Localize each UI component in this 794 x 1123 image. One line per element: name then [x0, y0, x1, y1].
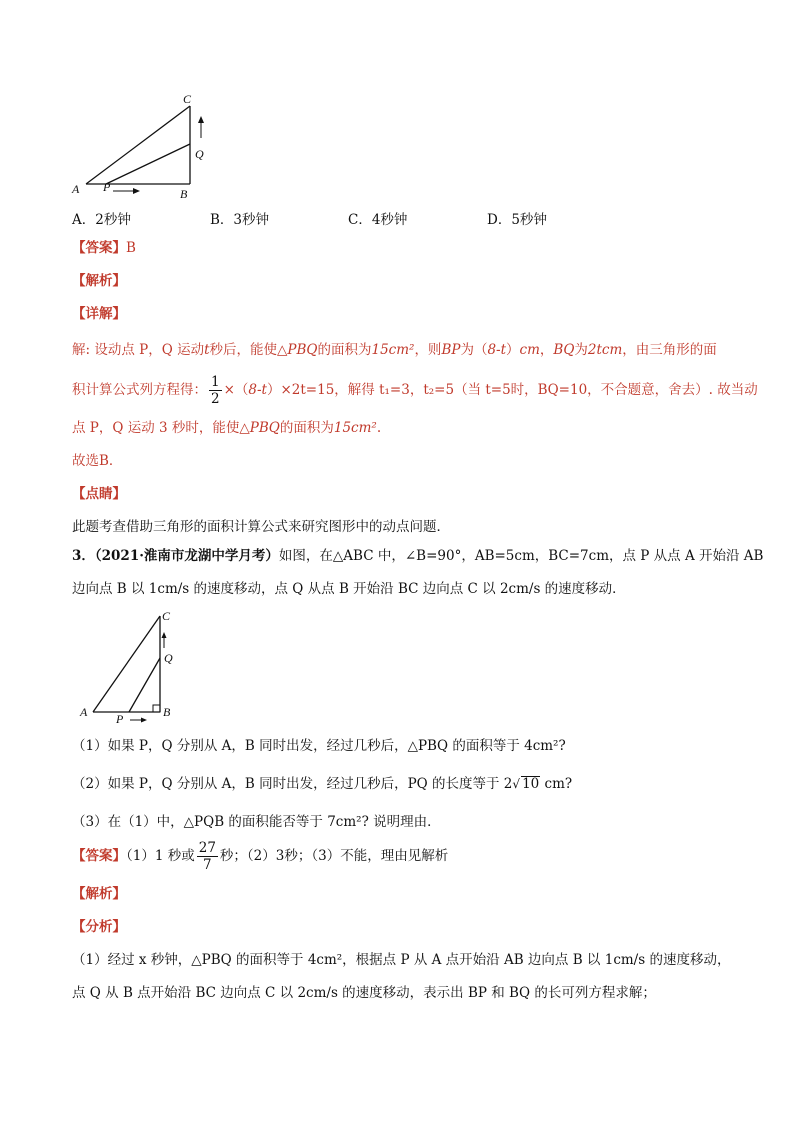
label-a: A — [80, 705, 88, 719]
label-c: C — [162, 609, 171, 623]
analysis-tag-line: 【解析】 — [72, 273, 126, 289]
answer-tag: 【答案】 — [72, 240, 126, 256]
q3-analysis-tag: 【解析】 — [72, 886, 126, 902]
q3-answer-line: 【答案】（1）1 秒或 $\frac{27}{7}$ 秒；（2）3秒；（3）不能，理由见解析 — [72, 840, 449, 873]
label-a: A — [72, 182, 80, 196]
option-b: B．3秒钟 — [210, 212, 270, 228]
q3-stem-2: 边向点 B 以 1cm/s 的速度移动，点 Q 从点 B 开始沿 BC 边向点 C 以 2cm/s 的速度移动． — [72, 581, 626, 597]
label-q: Q — [164, 651, 173, 665]
label-b: B — [163, 705, 171, 719]
solution-line-2: 积计算公式列方程得： $\frac{1}{2}$ ×（8-t）×2t=15，解得 t₁=3，t₂=5（当 t=5时，BQ=10，不合题意，舍去）. 故当动 — [72, 374, 758, 407]
label-p: P — [116, 712, 124, 726]
point-tag-line: 【点睛】 — [72, 486, 126, 502]
q3-sub-1: （1）如果 P，Q 分别从 A，B 同时出发，经过几秒后，△PBQ 的面积等于 4cm²? — [72, 738, 566, 754]
triangle-figure-1 — [68, 92, 208, 202]
q3-fenxi-2: 点 Q 从 B 点开始沿 BC 边向点 C 以 2cm/s 的速度移动，表示出 BP 和 BQ 的长可列方程求解； — [72, 985, 656, 1001]
solution-line-3: 点 P，Q 运动 3 秒时，能使△PBQ的面积为15cm². — [72, 420, 382, 436]
option-d: D．5秒钟 — [487, 212, 547, 228]
q3-fenxi-tag: 【分析】 — [72, 919, 126, 935]
q3-sub-3: （3）在（1）中，△PQB 的面积能否等于 7cm²? 说明理由． — [72, 814, 441, 830]
option-a: A．2秒钟 — [72, 212, 131, 228]
solution-line-1: 解: 设动点 P，Q 运动t秒后，能使△PBQ的面积为15cm²，则BP为（8-t）cm，BQ为2tcm，由三角形的面 — [72, 342, 717, 358]
answer-line — [72, 238, 136, 258]
point-line: 此题考查借助三角形的面积计算公式来研究图形中的动点问题． — [72, 519, 450, 535]
label-q: Q — [195, 147, 204, 161]
option-c: C．4秒钟 — [348, 212, 408, 228]
q3-fenxi-1: （1）经过 x 秒钟，△PBQ 的面积等于 4cm²，根据点 P 从 A 点开始沿 AB 边向点 B 以 1cm/s 的速度移动， — [72, 952, 731, 968]
label-p: P — [103, 180, 111, 194]
q3-stem-1: 3．（2021·淮南市龙湖中学月考）如图，在△ABC 中，∠B=90°，AB=5cm，BC=7cm，点 P 从点 A 开始沿 AB — [72, 548, 764, 564]
detail-tag-line: 【详解】 — [72, 306, 126, 322]
choose-line: 故选B． — [72, 453, 123, 469]
q3-sub-2: （2）如果 P，Q 分别从 A，B 同时出发，经过几秒后，PQ 的长度等于 2√ 10 cm? — [72, 776, 573, 792]
label-b: B — [180, 187, 188, 201]
label-c: C — [183, 92, 192, 106]
answer-value: B — [126, 240, 136, 256]
triangle-figure-2 — [76, 608, 186, 730]
fraction-half: $\frac{1}{2}$ — [211, 374, 220, 407]
fraction-27-7: $\frac{27}{7}$ — [198, 840, 216, 873]
